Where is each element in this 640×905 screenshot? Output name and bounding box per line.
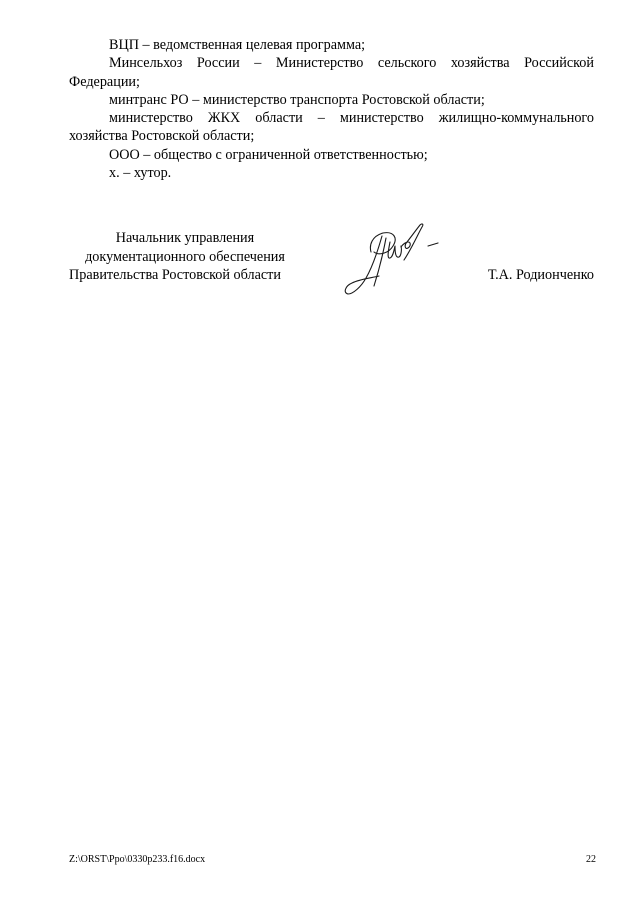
signatory-title	[69, 229, 301, 285]
signatory-name: Т.А. Родионченко	[487, 267, 594, 283]
handwritten-signature	[338, 216, 450, 300]
abbreviation-text: ООО – общество с ограниченной ответственностью;	[109, 146, 428, 163]
abbreviation-text-continuation: хозяйства Ростовской области;	[69, 128, 255, 145]
page-number: 22	[586, 854, 596, 865]
file-path: Z:\ORST\Ppo\0330p233.f16.docx	[69, 854, 206, 865]
abbreviation-text: х. – хутор.	[109, 165, 172, 182]
abbreviation-text: министерство ЖКХ области – министерство жилищно-коммунального	[109, 110, 594, 127]
abbreviation-text-continuation: Федерации;	[69, 73, 140, 90]
signatory-title-line: документационного обеспечения	[85, 248, 285, 265]
abbreviation-text: ВЦП – ведомственная целевая программа;	[109, 37, 366, 53]
abbreviation-text: Минсельхоз России – Министерство сельского хозяйства Российской	[109, 55, 594, 72]
signatory-title-line: Начальник управления	[115, 230, 255, 246]
abbreviation-text: минтранс РО – министерство транспорта Ростовской области;	[109, 91, 485, 108]
signature-block	[0, 0, 640, 320]
signatory-title-line: Правительства Ростовской области	[69, 267, 281, 283]
